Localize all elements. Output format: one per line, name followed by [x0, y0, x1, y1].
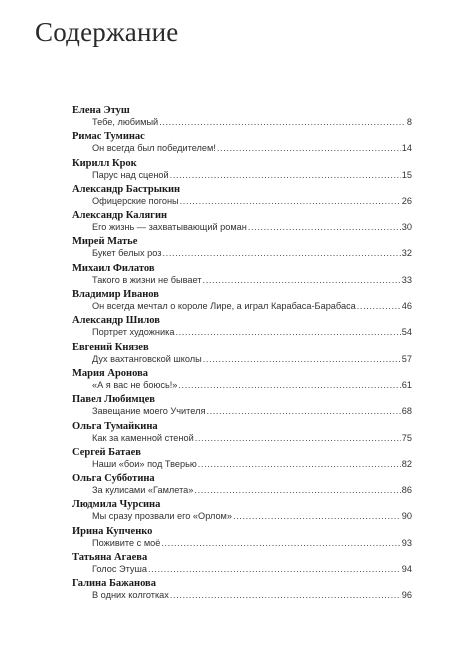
toc-line[interactable] — [92, 405, 412, 417]
toc-leader-dots — [161, 537, 400, 549]
toc-work-title: В одних колготках — [92, 590, 169, 601]
toc-author: Галина Бажанова — [72, 578, 156, 590]
toc-work-title: За кулисами «Гамлета» — [92, 485, 194, 496]
toc-author: Ирина Купченко — [72, 525, 153, 537]
toc-author: Ольга Субботина — [72, 473, 155, 485]
toc-line[interactable] — [92, 195, 412, 207]
toc-entry — [0, 263, 450, 289]
toc-page-number: 54 — [401, 327, 412, 338]
toc-leader-dots — [194, 484, 400, 496]
toc-leader-dots — [233, 510, 401, 522]
toc-page-number: 96 — [401, 590, 412, 601]
toc-line[interactable] — [92, 353, 412, 365]
toc-line[interactable] — [92, 537, 412, 549]
toc-work-title: Завещание моего Учителя — [92, 406, 206, 417]
toc-page-number: 8 — [406, 117, 412, 127]
toc-work-title: Как за каменной стеной — [92, 432, 194, 443]
toc-work-title: Такого в жизни не бывает — [92, 274, 202, 285]
toc-line[interactable] — [92, 247, 412, 259]
toc-page-number: 93 — [401, 537, 412, 548]
toc-leader-dots — [198, 458, 401, 470]
toc-author: Людмила Чурсина — [72, 499, 161, 511]
toc-entry — [0, 131, 450, 157]
toc-work-title: Мы сразу прозвали его «Орлом» — [92, 511, 232, 522]
toc-line[interactable] — [92, 300, 412, 312]
toc-author: Мария Аронова — [72, 367, 148, 379]
toc-entry — [0, 105, 450, 131]
toc-author: Евгений Князев — [72, 341, 149, 353]
toc-entry — [0, 289, 450, 315]
toc-leader-dots — [159, 116, 406, 128]
toc-list — [0, 105, 450, 605]
toc-leader-dots — [195, 432, 401, 444]
toc-page-number: 75 — [401, 432, 412, 443]
toc-leader-dots — [203, 274, 401, 286]
toc-line[interactable] — [92, 274, 412, 286]
toc-page-number: 46 — [401, 301, 412, 312]
toc-leader-dots — [163, 247, 401, 259]
toc-work-title: Парус над сценой — [92, 169, 169, 180]
toc-author: Александр Бастрыкин — [72, 183, 181, 195]
toc-page-number: 82 — [401, 458, 412, 469]
toc-author: Римас Туминас — [72, 131, 145, 143]
toc-page-number: 61 — [401, 379, 412, 390]
toc-leader-dots — [248, 221, 401, 233]
toc-line[interactable] — [92, 169, 412, 181]
toc-entry — [0, 421, 450, 447]
toc-line[interactable] — [92, 563, 412, 575]
toc-work-title: Тебе, любимый — [92, 117, 159, 127]
toc-author: Владимир Иванов — [72, 289, 159, 301]
toc-entry — [0, 158, 450, 184]
toc-entry — [0, 394, 450, 420]
toc-entry — [0, 315, 450, 341]
toc-line[interactable] — [92, 510, 412, 522]
toc-page-number: 15 — [401, 169, 412, 180]
toc-entry — [0, 447, 450, 473]
toc-work-title: Дух вахтанговской школы — [92, 353, 202, 364]
toc-work-title: «А я вас не боюсь!» — [92, 379, 178, 390]
toc-line[interactable] — [92, 432, 412, 444]
toc-entry — [0, 473, 450, 499]
toc-line[interactable] — [92, 484, 412, 496]
toc-line[interactable] — [92, 116, 412, 128]
toc-work-title: Офицерские погоны — [92, 195, 179, 206]
toc-entry — [0, 578, 450, 604]
toc-page-number: 14 — [401, 143, 412, 154]
toc-entry — [0, 368, 450, 394]
toc-line[interactable] — [92, 589, 412, 601]
toc-entry — [0, 342, 450, 368]
toc-author: Татьяна Агаева — [72, 552, 148, 564]
toc-leader-dots — [203, 353, 401, 365]
toc-page-number: 86 — [401, 485, 412, 496]
toc-author: Павел Любимцев — [72, 394, 155, 406]
toc-leader-dots — [357, 300, 401, 312]
toc-page-number: 68 — [401, 406, 412, 417]
toc-leader-dots — [206, 405, 400, 417]
toc-entry — [0, 499, 450, 525]
toc-work-title: Голос Этуша — [92, 564, 147, 575]
toc-leader-dots — [148, 563, 401, 575]
toc-author: Михаил Филатов — [72, 262, 155, 274]
toc-author: Мирей Матье — [72, 236, 138, 248]
toc-work-title: Поживите с моё — [92, 537, 161, 548]
toc-page-number: 30 — [401, 222, 412, 233]
toc-leader-dots — [170, 169, 401, 181]
toc-line[interactable] — [92, 458, 412, 470]
toc-leader-dots — [180, 195, 401, 207]
toc-page-number: 33 — [401, 274, 412, 285]
toc-page-number: 57 — [401, 353, 412, 364]
toc-line[interactable] — [92, 379, 412, 391]
toc-author: Сергей Батаев — [72, 446, 141, 458]
toc-line[interactable] — [92, 142, 412, 154]
toc-author: Александр Шилов — [72, 315, 160, 327]
toc-author: Ольга Тумайкина — [72, 420, 158, 432]
toc-page-number: 32 — [401, 248, 412, 259]
toc-author: Кирилл Крок — [72, 157, 137, 169]
toc-work-title: Букет белых роз — [92, 248, 162, 259]
toc-work-title: Он всегда был победителем! — [92, 143, 216, 154]
toc-author: Александр Калягин — [72, 210, 168, 222]
toc-author: Елена Этуш — [72, 105, 130, 116]
toc-entry — [0, 210, 450, 236]
toc-work-title: Он всегда мечтал о короле Лире, а играл Карабаса-Барабаса — [92, 301, 356, 312]
toc-page-number: 94 — [401, 564, 412, 575]
toc-page-number: 26 — [401, 195, 412, 206]
toc-work-title: Портрет художника — [92, 327, 175, 338]
toc-work-title: Наши «бои» под Тверью — [92, 458, 197, 469]
toc-entry — [0, 552, 450, 578]
toc-leader-dots — [175, 326, 400, 338]
toc-leader-dots — [178, 379, 400, 391]
toc-leader-dots — [217, 142, 401, 154]
toc-entry — [0, 236, 450, 262]
toc-leader-dots — [170, 589, 401, 601]
page-title: Содержание — [35, 17, 179, 47]
toc-work-title: Его жизнь — захватывающий роман — [92, 222, 247, 233]
toc-page-number: 90 — [401, 511, 412, 522]
toc-line[interactable] — [92, 221, 412, 233]
toc-entry — [0, 526, 450, 552]
toc-entry — [0, 184, 450, 210]
toc-line[interactable] — [92, 326, 412, 338]
